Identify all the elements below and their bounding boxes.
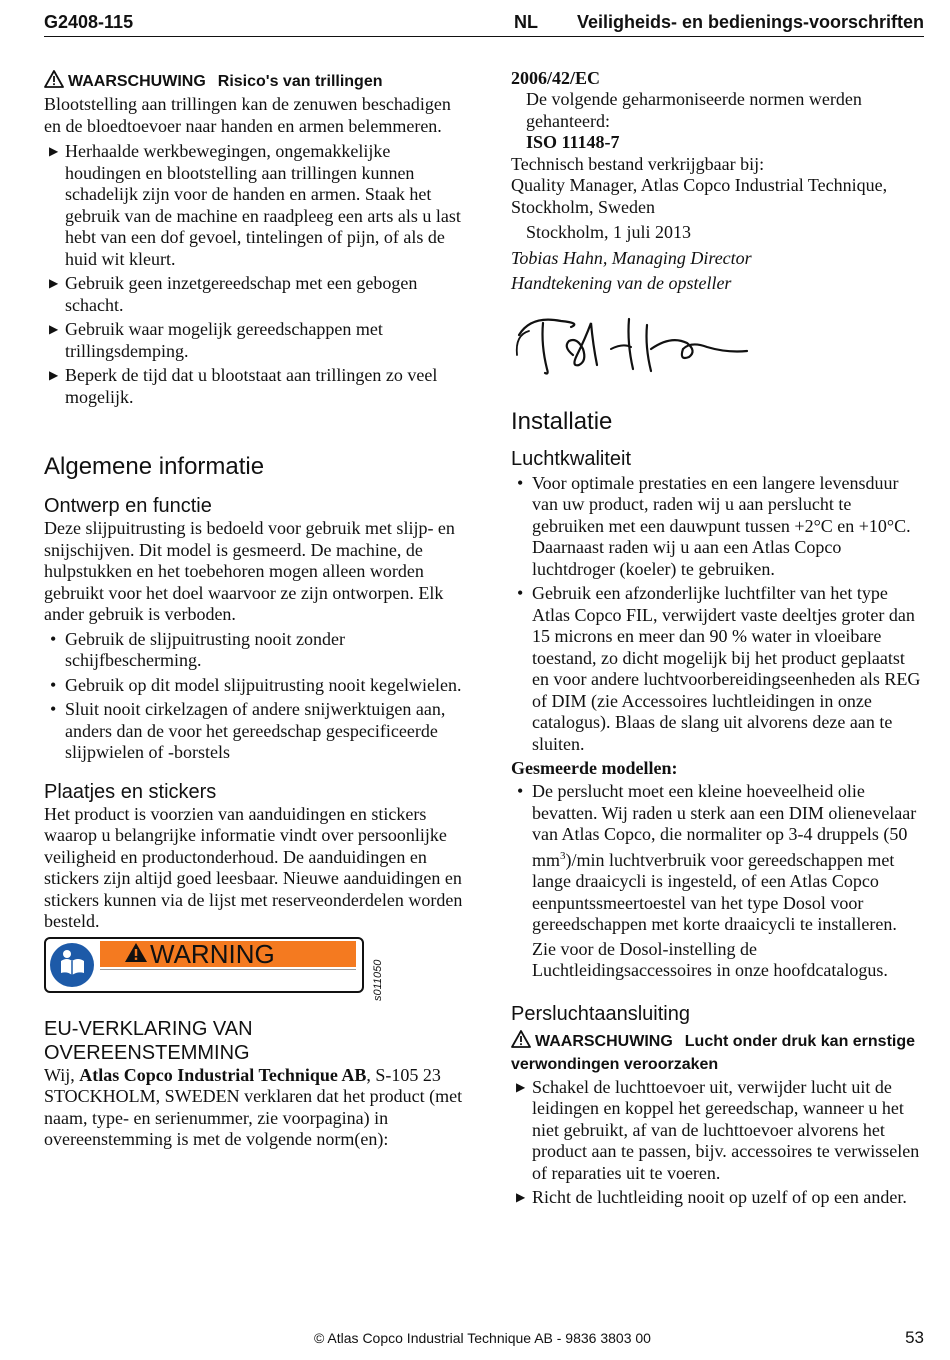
copyright: © Atlas Copco Industrial Technique AB - 9836 3803 00 (314, 1330, 651, 1346)
air-quality-heading: Luchtkwaliteit (511, 447, 632, 470)
lubricated-models-heading: Gesmeerde modellen: (511, 758, 678, 778)
warning-label: WAARSCHUWING (68, 73, 206, 90)
list-item: ▶ Richt de luchtleiding nooit op uzelf of op een ander. (516, 1187, 907, 1207)
list-item: • Sluit nooit cirkelzagen of andere snijwerktuigen aan, anders dan de voor het gereedschap gespecificeerde slijpwielen of -borstels (50, 699, 446, 762)
warning-label: WAARSCHUWING (535, 1032, 673, 1050)
warning-triangle-icon (44, 70, 64, 94)
warning-triangle-icon (124, 941, 148, 967)
design-text: Deze slijpuitrusting is bedoeld voor gebruik met slijp- en snijschijven. Dit model is gesmeerd. De machine, de hulpstukken en het toebehoren mogen alleen worden gebruikt voor het doel waarvoor ze zijn ontworpen. Elk ander gebruik is verboden. (44, 518, 455, 624)
warning-title: Lucht onder druk kan ernstige verwondingen veroorzaken (511, 1032, 916, 1073)
list-item: • Gebruik op dit model slijpuitrusting nooit kegelwielen. (50, 674, 462, 695)
sticker-blank-area (100, 969, 356, 988)
page-number: 53 (905, 1328, 924, 1347)
declaration-date: Stockholm, 1 juli 2013 (526, 222, 692, 242)
iso-standard: ISO 11148-7 (526, 132, 620, 152)
directive-number: 2006/42/EC (511, 68, 601, 88)
list-item: ▶ Herhaalde werkbewegingen, ongemakkelijke houdingen en blootstelling aan trillingen kunnen schadelijk zijn voor de handen en armen. Staak het gebruik van de machine en raadpleeg een arts als u last hebt van een dof gevoel, tintelingen of pijn, of als de huid wit kleurt. (49, 141, 461, 269)
right-column (511, 66, 926, 1212)
list-item: ▶ Schakel de luchttoevoer uit, verwijder lucht uit de leidingen en koppel het gereedschap, wanneer u het niet gebruikt, af van de luchttoevoer alvorens het product aan te passen, bijv. accessoires te verwisselen of reparaties uit te voeren. (516, 1076, 920, 1183)
signature-icon (511, 295, 926, 405)
left-column (44, 66, 464, 1151)
warning-triangle-icon (511, 1030, 531, 1054)
plates-heading: Plaatjes en stickers (44, 780, 217, 803)
page-header (44, 10, 924, 37)
list-item: • Gebruik de slijpuitrusting nooit zonder schijfbescherming. (50, 628, 345, 670)
signer-name: Tobias Hahn, Managing Director (511, 247, 752, 268)
warning-sticker (44, 937, 384, 1001)
vibration-list (44, 141, 464, 408)
list-item: • De perslucht moet een kleine hoeveelheid olie bevatten. Wij raden u sterk aan een DIM olienevelaar van Atlas Copco, die normaliter op 3-4 druppels (50 $mm^3)/\min$ luchtverbruik voor gereedschappen met lange draaicycli is ingesteld, of een Atlas Copco eenpuntssmeertoestel van het type Dosol voor gereedschappen met korte draaicycli te installeren. (517, 781, 917, 934)
harmonised-standards-text: De volgende geharmoniseerde normen werden gehanteerd: (526, 89, 862, 131)
company-name: Atlas Copco Industrial Technique AB (79, 1064, 367, 1085)
design-heading: Ontwerp en functie (44, 495, 212, 517)
installation-heading: Installatie (511, 407, 613, 435)
eu-declaration-text: Wij, Atlas Copco Industrial Technique AB, S-105 23 STOCKHOLM, SWEDEN verklaren dat het product (met naam, type- en serienummer, zie voorpagina) in overeenstemming is met de volgende norm(en): (44, 1064, 463, 1149)
read-manual-icon (50, 943, 94, 987)
plates-text: Het product is voorzien van aanduidingen en stickers waarop u belangrijke informatie vindt over persoonlijke veiligheid en productonderhoud. De aanduidingen en stickers zijn altijd goed leesbaar. Nieuwe aanduidingen en stickers kunnen via de lijst met reserveonderdelen worden besteld. (44, 803, 463, 931)
header-title: Veiligheids- en bedienings-voorschriften (576, 12, 924, 32)
design-list (44, 629, 464, 764)
doc-id: G2408-115 (44, 12, 134, 32)
technical-file-text: Technisch bestand verkrijgbaar bij: (511, 153, 765, 174)
list-item: • Voor optimale prestaties en een langere levensduur van uw product, raden wij u aan perslucht te gebruiken met een dauwpunt tussen +2°C en +10°C. Daarnaast raden wij u aan een Atlas Copco luchtdroger (koeler) te gebruiken. (517, 472, 911, 579)
warning-title: Risico's van trillingen (217, 73, 383, 90)
sticker-warning-word: WARNING (150, 938, 275, 969)
lubricated-list (511, 781, 926, 936)
sticker-code: s011050 (372, 959, 384, 1001)
air-connection-warning-heading (511, 1030, 926, 1075)
page-footer (44, 1328, 924, 1350)
dosol-note: Zie voor de Dosol-instelling de Luchtleidingsaccessoires in onze hoofdcatalogus. (532, 938, 888, 980)
air-quality-list (511, 473, 926, 756)
list-item: • Gebruik een afzonderlijke luchtfilter van het type Atlas Copco FIL, verwijdert vaste deeltjes groter dan 15 microns en meer dan 90 % water in vloeibare toestand, zo dicht mogelijk bij het product geplaatst en voor andere luchtvoorbereidingseenheden als REG of DIM (zie Accessoires luchtleidingen in onze catalogus). Blaas de slang uit alvorens deze aan te sluiten. (517, 583, 921, 754)
list-item: ▶ Beperk de tijd dat u blootstaat aan trillingen zo veel mogelijk. (49, 365, 438, 407)
list-item: ▶ Gebruik geen inzetgereedschap met een gebogen schacht. (49, 273, 418, 315)
air-connection-heading: Persluchtaansluiting (511, 1002, 690, 1025)
general-info-heading: Algemene informatie (44, 453, 265, 480)
vibration-warning-heading (44, 70, 464, 94)
vibration-intro: Blootstelling aan trillingen kan de zenuwen beschadigen en de bloedtoevoer naar handen en armen belemmeren. (44, 94, 451, 136)
list-item: ▶ Gebruik waar mogelijk gereedschappen met trillingsdemping. (49, 319, 383, 361)
warning-banner (100, 938, 356, 969)
eu-declaration-heading: EU-VERKLARING VAN OVEREENSTEMMING (44, 1017, 253, 1064)
signature-label: Handtekening van de opsteller (511, 273, 732, 293)
quality-manager-text: Quality Manager, Atlas Copco Industrial Technique, Stockholm, Sweden (511, 175, 888, 217)
air-connection-list (511, 1077, 926, 1209)
language-code: NL (514, 12, 538, 32)
